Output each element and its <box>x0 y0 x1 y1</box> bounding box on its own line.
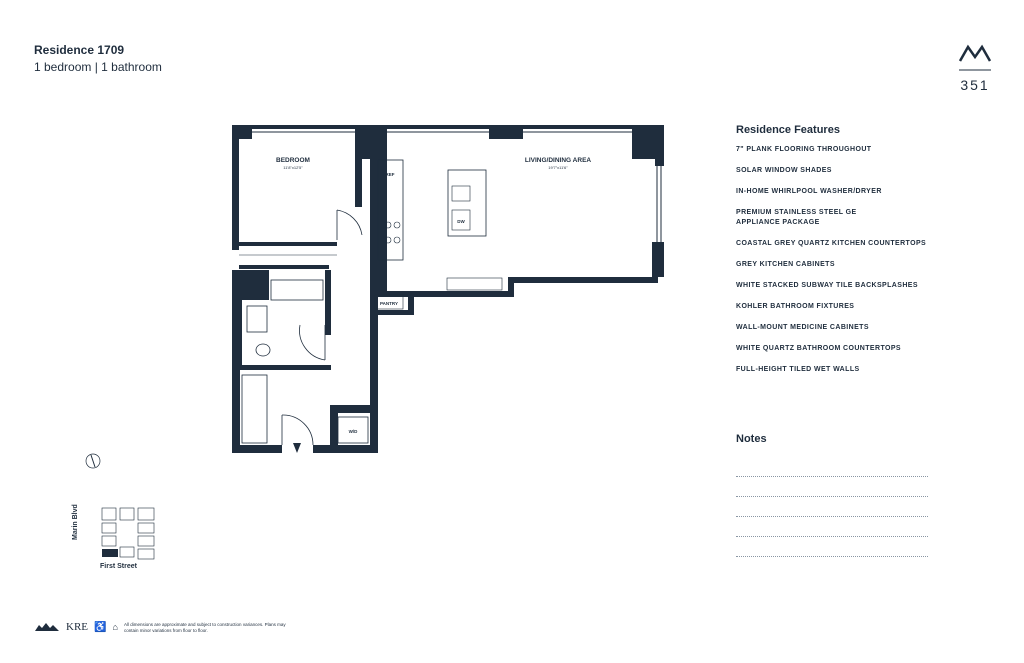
note-line[interactable] <box>736 497 928 517</box>
residence-features <box>736 124 996 386</box>
north-arrow-icon <box>84 452 102 470</box>
features-title: Residence Features <box>736 124 840 136</box>
equal-housing-icon: ⌂ <box>112 622 118 632</box>
label-pantry: PANTRY <box>380 301 398 306</box>
highlighted-unit <box>102 549 118 557</box>
note-line[interactable] <box>736 477 928 497</box>
residence-title: Residence 1709 <box>34 43 125 57</box>
label-ref: REF <box>385 172 395 177</box>
notes-section <box>736 433 928 557</box>
label-dw: DW <box>457 219 465 224</box>
note-line[interactable] <box>736 517 928 537</box>
residence-subtitle: 1 bedroom | 1 bathroom <box>34 60 162 74</box>
feature-item: SOLAR WINDOW SHADES <box>736 167 832 174</box>
developer-logo-icon <box>34 621 60 633</box>
feature-item: WHITE STACKED SUBWAY TILE BACKSPLASHES <box>736 282 918 289</box>
feature-item: GREY KITCHEN CABINETS <box>736 261 835 268</box>
accessibility-icon: ♿ <box>94 621 107 633</box>
label-wd: W/D <box>348 429 358 434</box>
note-line[interactable] <box>736 457 928 477</box>
entry-arrow-icon <box>293 443 301 453</box>
disclaimer-text: All dimensions are approximate and subject to construction variances. Plans may contain minor variations from floor to floor. <box>124 622 286 633</box>
room-name-living: LIVING/DINING AREA <box>524 157 592 164</box>
floor-plan <box>225 120 675 460</box>
street-label-marin: Marin Blvd <box>72 504 79 540</box>
room-dims-bedroom: 11'8"x12'5" <box>283 165 303 170</box>
footer-logos <box>34 619 118 635</box>
room-name-bedroom: BEDROOM <box>276 157 310 164</box>
feature-item: PREMIUM STAINLESS STEEL GE APPLIANCE PACKAGE <box>736 209 857 226</box>
notes-title: Notes <box>736 433 767 445</box>
feature-item: IN-HOME WHIRLPOOL WASHER/DRYER <box>736 188 882 195</box>
feature-item: KOHLER BATHROOM FIXTURES <box>736 303 855 310</box>
feature-item: WHITE QUARTZ BATHROOM COUNTERTOPS <box>736 345 901 352</box>
feature-item: WALL-MOUNT MEDICINE CABINETS <box>736 324 869 331</box>
street-label-first: First Street <box>100 563 137 570</box>
building-number: 351 <box>960 77 990 93</box>
feature-item: COASTAL GREY QUARTZ KITCHEN COUNTERTOPS <box>736 240 927 247</box>
kre-logo: KRE <box>66 621 88 633</box>
feature-item: 7" PLANK FLOORING THROUGHOUT <box>736 146 872 153</box>
feature-item: FULL-HEIGHT TILED WET WALLS <box>736 366 860 373</box>
room-dims-living: 19'7"x11'6" <box>548 165 568 170</box>
note-line[interactable] <box>736 537 928 557</box>
